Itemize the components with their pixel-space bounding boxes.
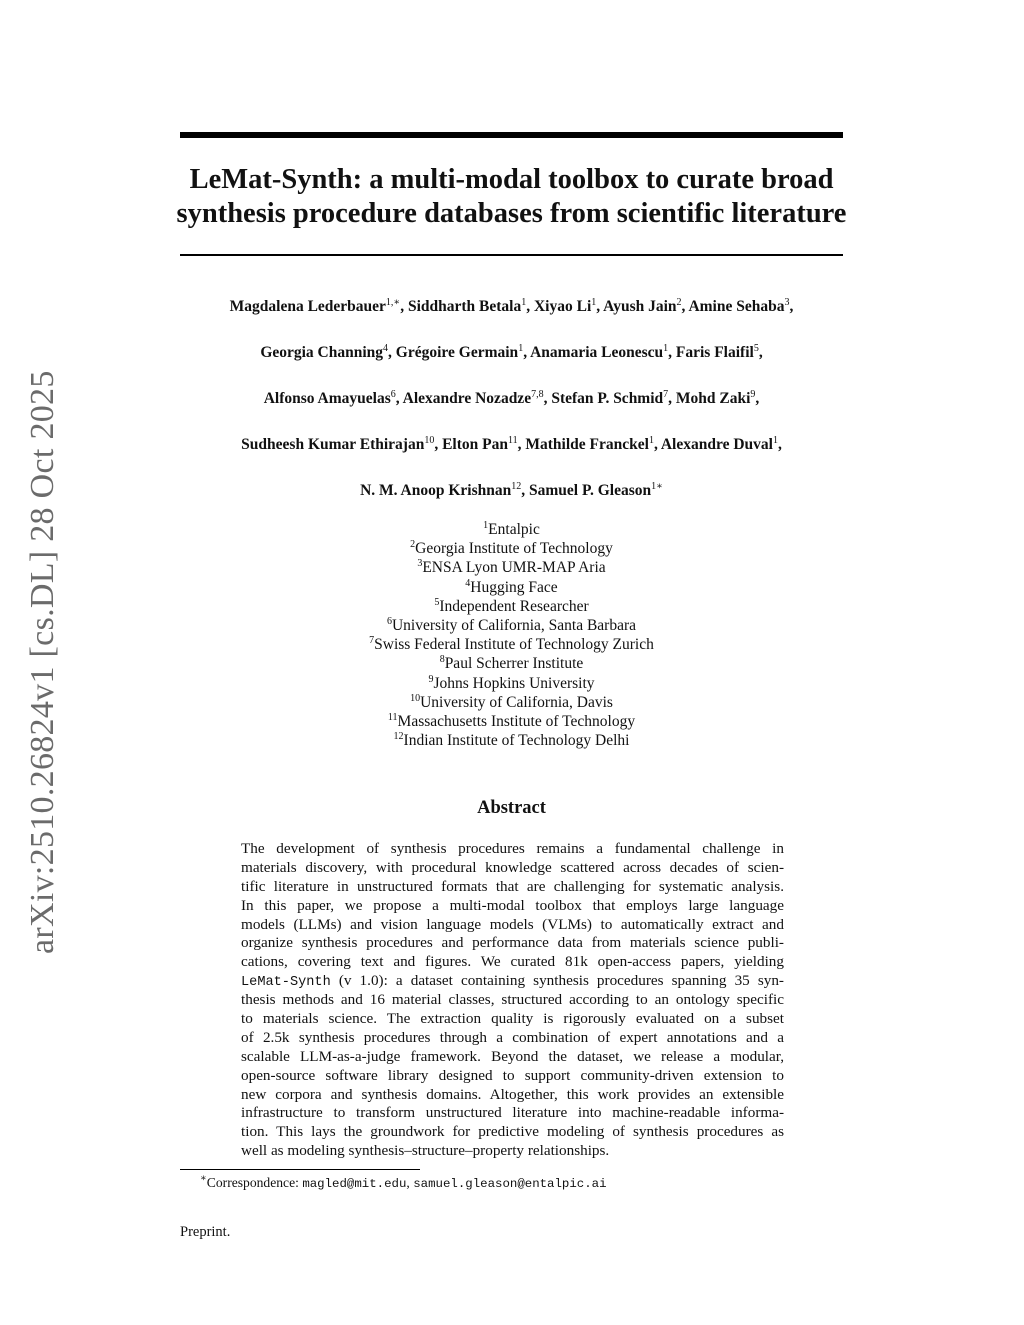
affiliation bbox=[170, 558, 853, 577]
abstract-line: tific literature in unstructured formats that are challenging for systematic analysis. bbox=[241, 877, 784, 895]
affiliation bbox=[170, 712, 853, 731]
title-line-2: synthesis procedure databases from scientific literature bbox=[176, 198, 847, 229]
author-line-4: Sudheesh Kumar Ethirajan$^{10}$, Elton Pan$^{11}$, Mathilde Franckel$^1$, Alexandre Duval$^1$, bbox=[241, 435, 782, 453]
footnote-rule bbox=[180, 1169, 420, 1170]
author-name: Xiyao Li bbox=[533, 298, 592, 315]
author-affiliation-mark: 1 bbox=[521, 297, 527, 308]
affiliation-name: University of California, Santa Barbara bbox=[391, 617, 637, 635]
author-affiliation-mark: 1 bbox=[648, 435, 654, 446]
author-affiliation-mark: 6 bbox=[390, 389, 396, 400]
author-name: Faris Flaifil bbox=[675, 344, 754, 361]
affiliation-name: Georgia Institute of Technology bbox=[415, 540, 613, 558]
author-affiliation-mark: 1 bbox=[772, 435, 778, 446]
affiliation-name: Hugging Face bbox=[470, 578, 558, 596]
paper-title bbox=[170, 163, 853, 231]
abstract-line: of 2.5k synthesis procedures through a combination of expert annotations and a bbox=[241, 1028, 784, 1046]
author-affiliation-mark: 11 bbox=[507, 435, 518, 446]
affiliation bbox=[170, 520, 853, 539]
author-affiliation-mark: 1,∗ bbox=[385, 297, 401, 308]
author-line-1: Magdalena Lederbauer$^{1,∗}$, Siddharth Betala$^1$, Xiyao Li$^1$, Ayush Jain$^2$, Amine Sehaba$^3$, bbox=[229, 297, 794, 315]
affiliation-number: 7 bbox=[369, 635, 375, 647]
author-affiliation-mark: 1∗ bbox=[651, 481, 663, 492]
author-name: Ayush Jain bbox=[603, 298, 677, 315]
affiliation bbox=[170, 578, 853, 597]
abstract-body bbox=[241, 840, 784, 1161]
affiliation bbox=[170, 635, 853, 654]
abstract-line: open-source software library designed to support community-driven extension to bbox=[241, 1066, 784, 1084]
author-affiliation-mark: 10 bbox=[424, 435, 435, 446]
footnote-separator: , bbox=[406, 1175, 414, 1190]
author-affiliation-mark: 2 bbox=[676, 297, 682, 308]
author-line-2: Georgia Channing$^4$, Grégoire Germain$^1$, Anamaria Leonescu$^1$, Faris Flaifil$^5$, bbox=[260, 343, 763, 361]
abstract-line: to materials science. The extraction quality is rigorously evaluated on a subset bbox=[241, 1010, 784, 1028]
affiliation-number: 3 bbox=[417, 558, 423, 570]
affiliation bbox=[170, 654, 853, 673]
preprint-label: Preprint. bbox=[180, 1224, 231, 1240]
affiliation bbox=[170, 674, 853, 693]
abstract-line: cations, covering text and figures. We curated 81k open-access papers, yielding bbox=[241, 953, 784, 971]
affiliation-list bbox=[170, 520, 853, 750]
author-affiliation-mark: 3 bbox=[784, 297, 790, 308]
affiliation-number: 8 bbox=[439, 654, 445, 666]
affiliation-number: 11 bbox=[387, 712, 398, 724]
affiliation-name: Indian Institute of Technology Delhi bbox=[403, 732, 630, 750]
author-name: Amine Sehaba bbox=[688, 298, 785, 315]
author-affiliation-mark: 7,8 bbox=[531, 389, 544, 400]
affiliation-name: Swiss Federal Institute of Technology Zurich bbox=[374, 636, 654, 654]
footnote-marker: ∗ bbox=[200, 1173, 207, 1184]
author-affiliation-mark: 4 bbox=[383, 343, 389, 354]
affiliation bbox=[170, 731, 853, 750]
affiliation bbox=[170, 616, 853, 635]
author-line-5: N. M. Anoop Krishnan$^{12}$, Samuel P. Gleason$^{1∗}$ bbox=[360, 481, 663, 499]
author-name: Alexandre Duval bbox=[660, 436, 773, 453]
affiliation-number: 5 bbox=[434, 596, 440, 608]
author-affiliation-mark: 7 bbox=[663, 389, 669, 400]
author-name: Elton Pan bbox=[442, 436, 508, 453]
abstract-line: models (LLMs) and vision language models (VLMs) to automatically extract and bbox=[241, 915, 784, 933]
arxiv-identifier: arXiv:2510.26824v1 [cs.DL] 28 Oct 2025 bbox=[24, 370, 61, 954]
author-line-3: Alfonso Amayuelas$^6$, Alexandre Nozadze$^{7,8}$, Stefan P. Schmid$^7$, Mohd Zaki$^9$, bbox=[263, 389, 760, 407]
affiliation-number: 6 bbox=[386, 616, 392, 628]
author-affiliation-mark: 1 bbox=[518, 343, 524, 354]
affiliation-name: Paul Scherrer Institute bbox=[444, 655, 584, 673]
author-name: Mathilde Franckel bbox=[525, 436, 649, 453]
affiliation bbox=[170, 597, 853, 616]
affiliation-name: University of California, Davis bbox=[420, 693, 613, 711]
title-line-1: LeMat-Synth: a multi-modal toolbox to curate broad bbox=[189, 164, 834, 195]
author-affiliation-mark: 12 bbox=[511, 481, 522, 492]
abstract-line: The development of synthesis procedures remains a fundamental challenge in bbox=[241, 840, 784, 857]
footnote bbox=[200, 1174, 607, 1193]
abstract-line: organize synthesis procedures and performance data from materials science publi- bbox=[241, 934, 784, 952]
author-name: Mohd Zaki bbox=[675, 390, 751, 407]
title-top-rule bbox=[180, 132, 843, 138]
abstract-line: tion. This lays the groundwork for predictive modeling of synthesis procedures as bbox=[241, 1123, 784, 1141]
affiliation-name: Independent Researcher bbox=[439, 597, 589, 615]
abstract-heading: Abstract bbox=[477, 798, 546, 818]
dataset-name: LeMat-Synth bbox=[241, 975, 331, 991]
affiliation-name: ENSA Lyon UMR-MAP Aria bbox=[422, 559, 606, 577]
author-affiliation-mark: 5 bbox=[753, 343, 759, 354]
email-link-2[interactable]: samuel.gleason@entalpic.ai bbox=[413, 1177, 607, 1191]
affiliation-number: 2 bbox=[410, 539, 416, 551]
email-link-1[interactable]: magled@mit.edu bbox=[302, 1177, 407, 1191]
abstract-line: In this paper, we propose a multi-modal toolbox that employs large language bbox=[241, 896, 784, 914]
author-affiliation-mark: 1 bbox=[663, 343, 669, 354]
abstract-line: well as modeling synthesis–structure–property relationships. bbox=[241, 1142, 610, 1160]
author-name: Alexandre Nozadze bbox=[402, 390, 532, 407]
author-name: Stefan P. Schmid bbox=[551, 390, 664, 407]
author-name: Alfonso Amayuelas bbox=[263, 390, 391, 407]
affiliation bbox=[170, 539, 853, 558]
abstract-line: infrastructure to transform unstructured literature into machine-readable informa- bbox=[241, 1104, 784, 1122]
abstract-line-text: (v 1.0): a dataset containing synthesis procedures spanning 35 syn- bbox=[330, 972, 784, 990]
abstract-line-dataset bbox=[241, 972, 784, 991]
title-bottom-rule bbox=[180, 254, 843, 256]
author-name: Siddharth Betala bbox=[407, 298, 522, 315]
affiliation-name: Johns Hopkins University bbox=[433, 674, 595, 692]
affiliation bbox=[170, 693, 853, 712]
author-name: Samuel P. Gleason bbox=[528, 482, 652, 499]
author-name: Sudheesh Kumar Ethirajan bbox=[241, 436, 425, 453]
affiliation-name: Massachusetts Institute of Technology bbox=[397, 713, 636, 731]
affiliation-number: 1 bbox=[483, 520, 489, 531]
author-name: Magdalena Lederbauer bbox=[229, 298, 386, 315]
author-affiliation-mark: 1 bbox=[591, 297, 597, 308]
abstract-line: materials discovery, with procedural knowledge scattered across decades of scien- bbox=[241, 858, 784, 876]
affiliation-number: 9 bbox=[428, 673, 434, 685]
affiliation-number: 12 bbox=[393, 731, 404, 743]
author-affiliation-mark: 9 bbox=[750, 389, 756, 400]
author-name: Grégoire Germain bbox=[395, 344, 519, 361]
abstract-line: thesis methods and 16 material classes, structured according to an ontology specific bbox=[241, 991, 784, 1009]
affiliation-number: 10 bbox=[410, 692, 421, 704]
author-name: N. M. Anoop Krishnan bbox=[360, 482, 512, 499]
abstract-line: new corpora and synthesis domains. Altogether, this work provides an extensible bbox=[241, 1085, 784, 1103]
abstract-line: scalable LLM-as-a-judge framework. Beyond the dataset, we release a modular, bbox=[241, 1047, 784, 1065]
author-name: Georgia Channing bbox=[260, 344, 384, 361]
affiliation-name: Entalpic bbox=[488, 521, 540, 538]
footnote-label: Correspondence: bbox=[206, 1175, 303, 1190]
author-name: Anamaria Leonescu bbox=[530, 344, 664, 361]
affiliation-number: 4 bbox=[465, 577, 471, 589]
